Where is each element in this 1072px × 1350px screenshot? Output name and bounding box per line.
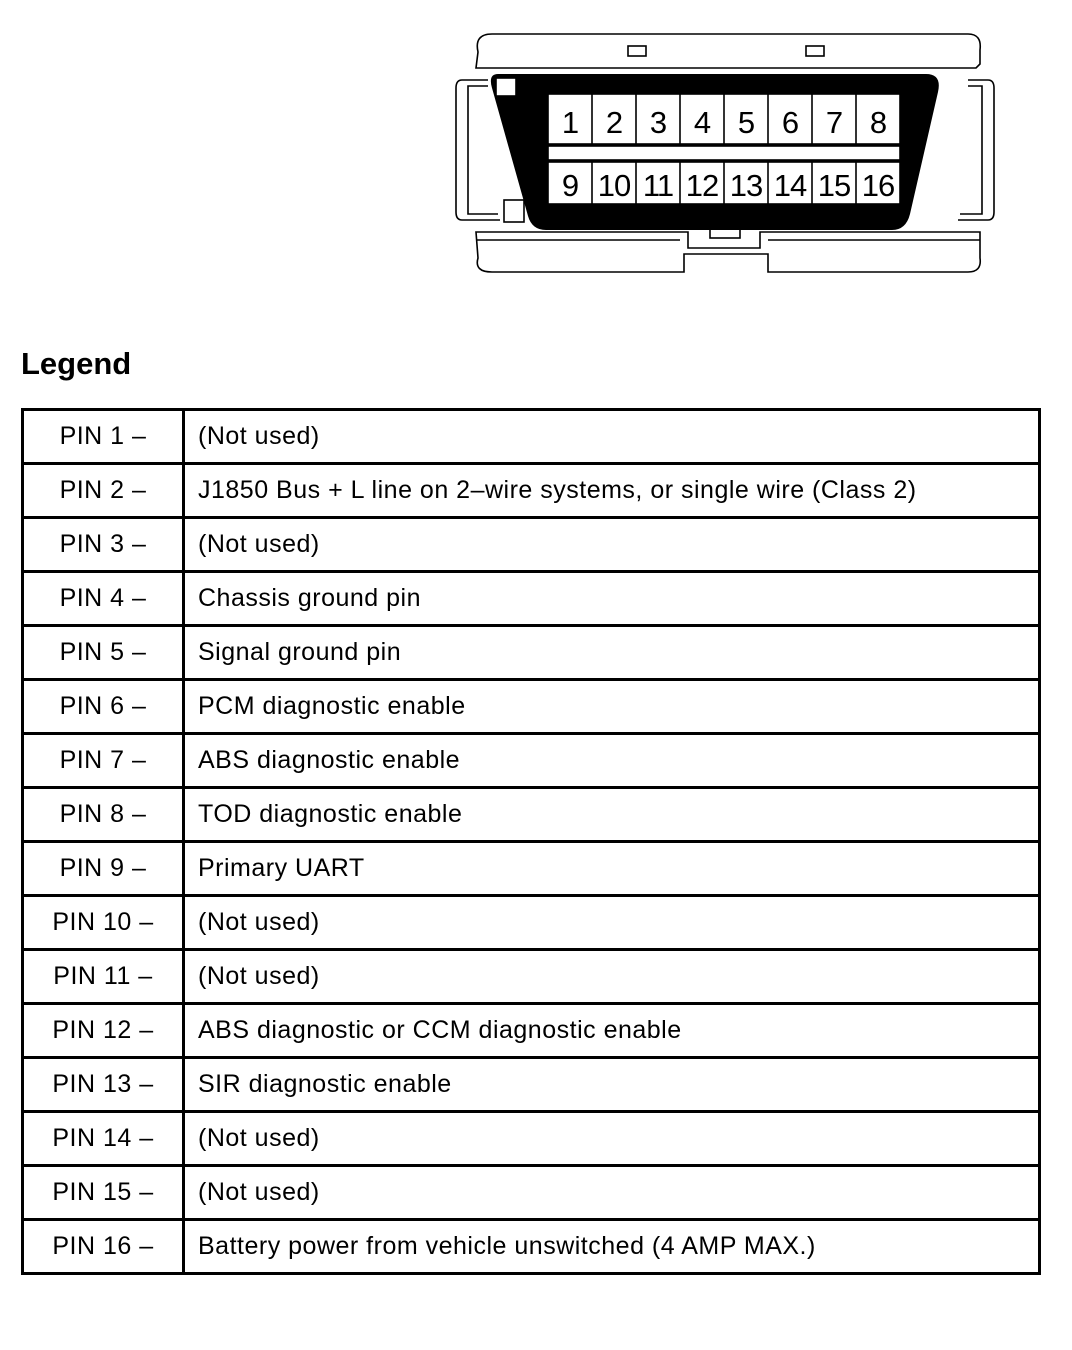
pin-number-10: 10 [597,168,631,203]
table-row [23,1220,1040,1274]
connector-outline [448,22,1008,282]
pin-number-1: 1 [561,105,579,140]
table-row [23,464,1040,518]
table-row [23,626,1040,680]
pin-description: (Not used) [184,1112,1040,1166]
table-row [23,680,1040,734]
pin-description: PCM diagnostic enable [184,680,1040,734]
pin-number-9: 9 [561,168,579,203]
pin-label: PIN 5 – [23,626,184,680]
table-row [23,518,1040,572]
pin-label: PIN 16 – [23,1220,184,1274]
table-row [23,842,1040,896]
pin-label: PIN 1 – [23,410,184,464]
pin-label: PIN 12 – [23,1004,184,1058]
pin-label: PIN 7 – [23,734,184,788]
table-row [23,1112,1040,1166]
table-row [23,572,1040,626]
pin-label: PIN 4 – [23,572,184,626]
pin-label: PIN 2 – [23,464,184,518]
pin-number-3: 3 [649,105,667,140]
pin-label: PIN 11 – [23,950,184,1004]
pin-description: (Not used) [184,518,1040,572]
pin-number-11: 11 [642,168,674,203]
pin-description: Signal ground pin [184,626,1040,680]
table-row [23,1166,1040,1220]
pin-description: ABS diagnostic or CCM diagnostic enable [184,1004,1040,1058]
table-row [23,734,1040,788]
pin-description: Chassis ground pin [184,572,1040,626]
pin-description: (Not used) [184,410,1040,464]
pin-number-4: 4 [693,105,711,140]
pin-label: PIN 6 – [23,680,184,734]
pin-description: TOD diagnostic enable [184,788,1040,842]
pin-description: (Not used) [184,896,1040,950]
obd-connector-diagram [448,22,1008,287]
pin-number-15: 15 [817,168,851,203]
pin-description: (Not used) [184,950,1040,1004]
pin-description: Battery power from vehicle unswitched (4 AMP MAX.) [184,1220,1040,1274]
pin-number-12: 12 [685,168,719,203]
pin-description: J1850 Bus + L line on 2–wire systems, or single wire (Class 2) [184,464,1040,518]
pin-label: PIN 13 – [23,1058,184,1112]
legend-title: Legend [21,346,132,381]
table-row [23,788,1040,842]
pin-description: SIR diagnostic enable [184,1058,1040,1112]
pin-label: PIN 8 – [23,788,184,842]
table-row [23,896,1040,950]
pin-number-13: 13 [729,168,763,203]
pin-description: (Not used) [184,1166,1040,1220]
pin-label: PIN 14 – [23,1112,184,1166]
legend-table [21,408,1041,1275]
pin-label: PIN 15 – [23,1166,184,1220]
pin-number-5: 5 [737,105,755,140]
pin-label: PIN 9 – [23,842,184,896]
pin-description: Primary UART [184,842,1040,896]
pin-number-6: 6 [781,105,799,140]
pin-number-8: 8 [869,105,887,140]
pin-number-16: 16 [861,168,895,203]
table-row [23,410,1040,464]
table-row [23,1058,1040,1112]
pin-number-14: 14 [773,168,807,203]
pin-number-7: 7 [825,105,843,140]
pin-label: PIN 10 – [23,896,184,950]
pin-number-2: 2 [605,105,623,140]
pin-description: ABS diagnostic enable [184,734,1040,788]
pin-label: PIN 3 – [23,518,184,572]
table-row [23,950,1040,1004]
table-row [23,1004,1040,1058]
